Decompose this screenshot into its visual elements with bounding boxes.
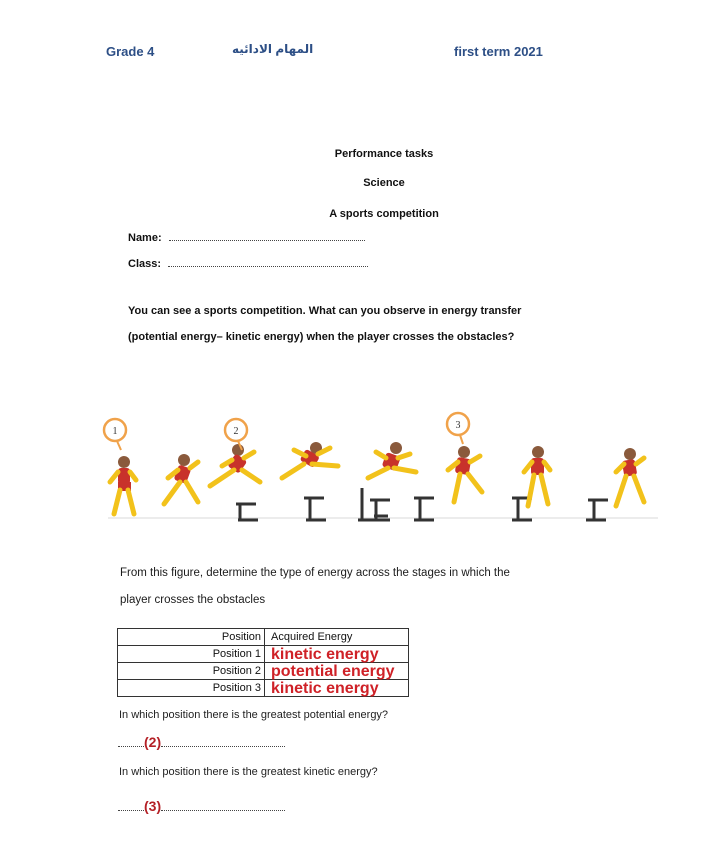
marker-2-label: 2	[233, 426, 239, 437]
athlete-6	[448, 446, 482, 502]
term-label: first term 2021	[454, 44, 543, 59]
table-row	[118, 680, 409, 697]
class-label: Class:	[128, 258, 162, 270]
table-row	[118, 663, 409, 680]
answer-2-dots-left	[118, 810, 144, 811]
athlete-7	[524, 446, 550, 506]
answer-line-1[interactable]	[118, 734, 298, 752]
table-header-energy: Acquired Energy	[265, 629, 409, 646]
marker-1-label: 1	[112, 426, 118, 437]
instruction-line-1: From this figure, determine the type of energy across the stages in which the	[120, 567, 510, 579]
athlete-8	[616, 448, 644, 506]
marker-3-label: 3	[455, 420, 461, 431]
grade-label: Grade 4	[106, 44, 155, 59]
answer-2: (3)	[144, 798, 162, 814]
athlete-4	[282, 442, 338, 478]
name-label: Name:	[128, 232, 162, 244]
athlete-5	[368, 442, 416, 478]
hurdle-2	[304, 498, 326, 520]
row-position: Position 2	[118, 663, 265, 680]
class-blank[interactable]	[168, 266, 368, 267]
answer-line-2[interactable]	[118, 798, 298, 816]
arabic-title: المهام الادائيه	[232, 42, 314, 56]
hurdle-5	[358, 488, 376, 520]
title-sports-competition: A sports competition	[329, 208, 439, 220]
prompt-line-1: You can see a sports competition. What can you observe in energy transfer	[128, 305, 522, 317]
hurdler-sequence-figure	[98, 408, 668, 528]
question-2: In which position there is the greatest kinetic energy?	[119, 766, 378, 778]
athlete-2	[164, 454, 198, 504]
table-header-position: Position	[118, 629, 265, 646]
position-marker-1	[104, 419, 126, 450]
row-position: Position 1	[118, 646, 265, 663]
instruction-line-2: player crosses the obstacles	[120, 594, 266, 606]
answer-2-dots-right	[161, 810, 285, 811]
title-performance-tasks: Performance tasks	[334, 148, 434, 160]
answer-1-dots-right	[161, 746, 285, 747]
title-science: Science	[363, 177, 405, 189]
name-blank[interactable]	[169, 240, 365, 241]
athlete-1	[110, 456, 136, 514]
row-energy-answer[interactable]: kinetic energy	[265, 646, 409, 663]
table-row	[118, 646, 409, 663]
row-energy-answer[interactable]: kinetic energy	[265, 680, 409, 697]
hurdle-6	[414, 498, 434, 520]
prompt-line-2: (potential energy– kinetic energy) when the player crosses the obstacles?	[128, 331, 515, 343]
hurdle-8	[586, 500, 608, 520]
class-field	[128, 258, 368, 270]
table-header-row	[118, 629, 409, 646]
athlete-3	[210, 444, 260, 486]
question-1: In which position there is the greatest potential energy?	[119, 709, 389, 721]
position-marker-3	[447, 413, 469, 444]
energy-table	[117, 628, 409, 697]
answer-1: (2)	[144, 734, 162, 750]
row-energy-answer[interactable]: potential energy	[265, 663, 409, 680]
name-field	[128, 232, 365, 244]
row-position: Position 3	[118, 680, 265, 697]
answer-1-dots-left	[118, 746, 144, 747]
